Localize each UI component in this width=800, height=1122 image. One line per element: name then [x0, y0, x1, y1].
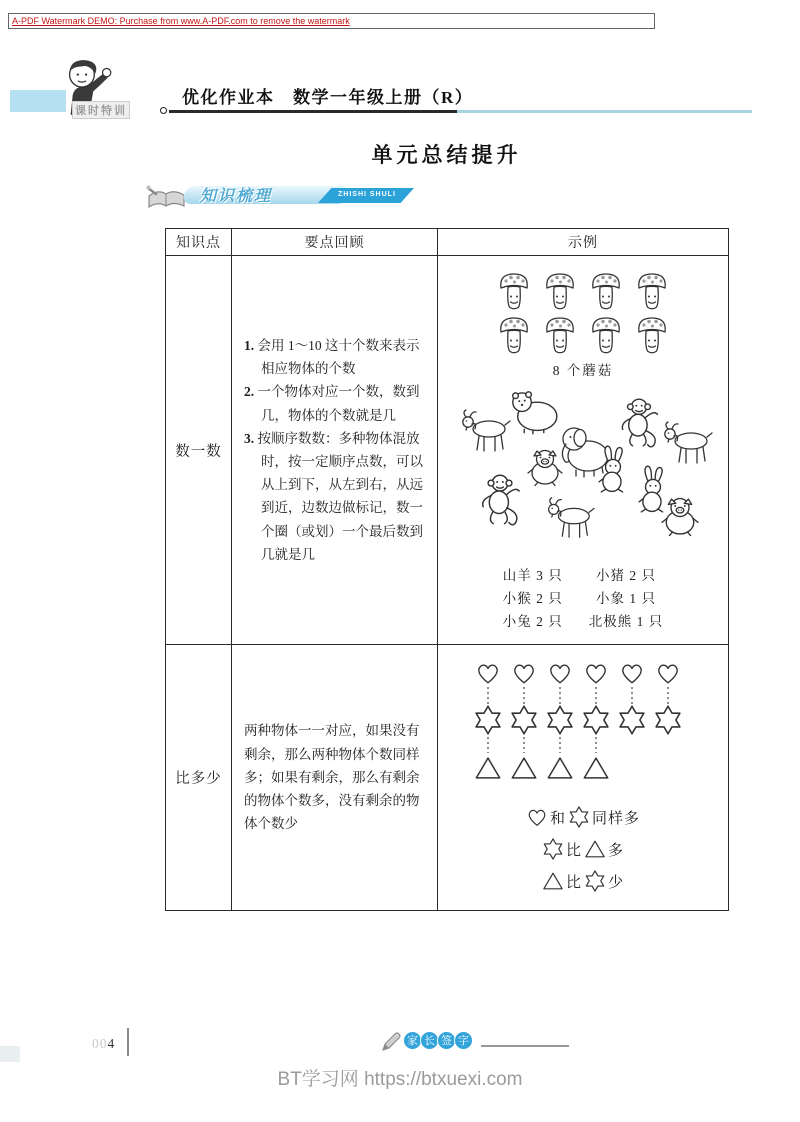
comparison-word: 比 [565, 874, 582, 891]
mushroom-row [497, 271, 669, 311]
book-title: 优化作业本 数学一年级上册（R） [182, 88, 474, 107]
signature-line [481, 1045, 569, 1047]
point-2-text: 一个物体对应一个数，数到几，物体的个数就是几 [257, 384, 420, 423]
comparison-line-3 [442, 865, 724, 897]
heart-icon [623, 665, 641, 683]
page-title: 单元总结提升 [371, 143, 522, 167]
signature-badge: 家 [403, 1031, 422, 1050]
heart-icon [515, 665, 533, 683]
point-2 [244, 380, 429, 426]
mushroom-row [497, 315, 669, 355]
heart-icon [659, 665, 677, 683]
review-points-compare [232, 645, 438, 911]
comparison-word: 比 [565, 842, 582, 859]
rabbit-icon [639, 466, 662, 512]
count-rabbit: 小兔 2 只 [502, 613, 563, 629]
polar-bear-icon [513, 391, 557, 433]
count-polar-bear: 北极熊 1 只 [588, 613, 664, 629]
pig-icon [528, 450, 562, 485]
star-icon [584, 706, 608, 734]
compare-text: 两种物体一一对应，如果没有剩余，那么两种物体个数同样多；如果有剩余，那么有剩余的物体个数多，没有剩余的物体个数少 [244, 723, 420, 832]
signature-badge: 字 [454, 1031, 473, 1050]
mushroom-illustration [442, 271, 724, 355]
comparison-word: 少 [608, 874, 625, 891]
review-points-count [232, 256, 438, 645]
star-icon [512, 706, 536, 734]
goat-icon [549, 497, 594, 536]
page-number-divider [127, 1028, 129, 1056]
mushroom-icon [589, 315, 623, 355]
parent-signature [380, 1031, 569, 1053]
animal-counts [442, 564, 724, 630]
example-compare [438, 645, 729, 911]
mushroom-icon [497, 271, 531, 311]
page-number [92, 1036, 115, 1052]
star-icon [620, 706, 644, 734]
triangle-icon [584, 758, 607, 778]
banner-label: 知识梳理 [200, 188, 273, 205]
topic-count: 数一数 [166, 256, 232, 645]
star-icon [542, 838, 564, 860]
pig-icon [662, 498, 698, 535]
site-footer: BT学习网 https://btxuexi.com [277, 1069, 523, 1090]
triangle-icon [476, 758, 499, 778]
page-number-prefix: 00 [92, 1036, 108, 1051]
col-header-review: 要点回顾 [232, 229, 438, 256]
open-book-icon [146, 182, 188, 214]
heart-icon [479, 665, 497, 683]
count-pig: 小猪 2 只 [596, 567, 656, 583]
watermark-text: A-PDF Watermark DEMO: Purchase from www.A-PDF.com to remove the watermark [12, 16, 350, 26]
comparison-line-2 [442, 833, 724, 865]
point-3-num: 3. [244, 430, 255, 446]
heart-icon [587, 665, 605, 683]
mushroom-caption: 8 个蘑菇 [552, 362, 614, 378]
scan-artifact [0, 1046, 20, 1062]
heart-icon [526, 806, 548, 828]
count-monkey: 小猴 2 只 [502, 590, 563, 606]
point-1 [244, 334, 429, 380]
star-icon [656, 706, 680, 734]
signature-badge: 长 [420, 1031, 439, 1050]
triangle-icon [512, 758, 535, 778]
mushroom-icon [635, 271, 669, 311]
goat-icon [665, 422, 712, 463]
comparison-word: 同样多 [592, 810, 641, 827]
header-rule-blue [457, 110, 752, 113]
mushroom-icon [543, 271, 577, 311]
goat-icon [463, 410, 510, 451]
elephant-icon [562, 428, 608, 477]
count-goat: 山羊 3 只 [502, 567, 563, 583]
header-rule-dot [160, 107, 167, 114]
summary-table [165, 228, 729, 911]
header-rule-black [169, 110, 457, 113]
example-count [438, 256, 729, 645]
match-diagram [469, 660, 697, 786]
triangle-icon [548, 758, 571, 778]
animals-illustration [447, 387, 719, 555]
point-1-text: 会用 1～10 这十个数来表示相应物体的个数 [257, 337, 420, 377]
table-row [166, 256, 729, 645]
heart-icon [551, 665, 569, 683]
signature-badge: 签 [437, 1031, 456, 1050]
comparison-word: 和 [549, 810, 566, 827]
mushroom-icon [589, 271, 623, 311]
star-icon [476, 706, 500, 734]
mushroom-icon [497, 315, 531, 355]
table-row [166, 645, 729, 911]
pencil-icon [380, 1031, 402, 1053]
point-3 [244, 427, 429, 566]
comparison-line-1 [442, 801, 724, 833]
mushroom-icon [543, 315, 577, 355]
monkey-icon [483, 475, 519, 525]
monkey-icon [622, 399, 657, 447]
mushroom-icon [635, 315, 669, 355]
star-icon [584, 870, 606, 892]
star-icon [548, 706, 572, 734]
comparison-word: 多 [608, 842, 625, 859]
point-3-text: 按顺序数数：多种物体混放时，按一定顺序点数，可以从上到下，从左到右，从远到近，边数边做标记，数一个圈（或划）一个最后数到几就是几 [257, 430, 423, 562]
topic-compare: 比多少 [166, 645, 232, 911]
point-1-num: 1. [244, 337, 255, 353]
col-header-topic: 知识点 [166, 229, 232, 256]
star-icon [568, 806, 590, 828]
watermark-bar [8, 13, 655, 29]
triangle-icon [584, 838, 606, 860]
count-elephant: 小象 1 只 [596, 590, 656, 606]
col-header-example: 示例 [438, 229, 729, 256]
point-2-num: 2. [244, 384, 255, 400]
triangle-icon [542, 870, 564, 892]
page-number-digit: 4 [107, 1036, 116, 1051]
logo-caption: 课时特训 [72, 101, 130, 119]
banner-pinyin: ZHISHI SHULI [338, 191, 396, 198]
